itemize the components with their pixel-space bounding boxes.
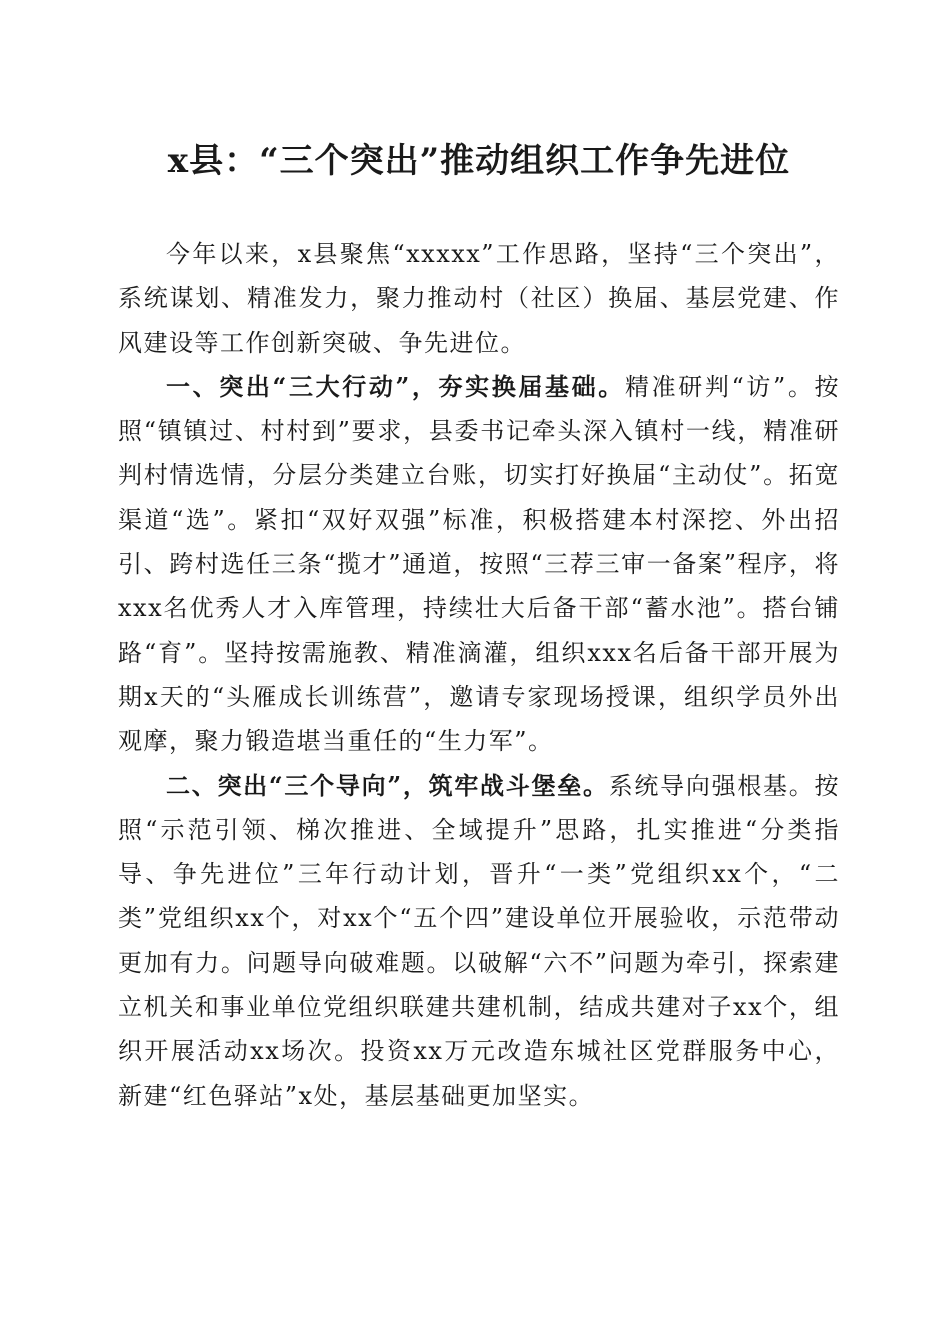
document-title: x县：“三个突出”推动组织工作争先进位 [167,141,791,181]
section-one-heading: 一、突出“三大行动”，夯实换届基础。 [166,371,625,401]
document-body [118,232,840,1118]
paragraph-text: 系统导向强根基。按照“示范引领、梯次推进、全域提升”思路，扎实推进“分类指导、争先进位”三年行动计划，晋升“一类”党组织xx个，“二类”党组织xx个，对xx个“五个四”建设单位开展验收，示范带动更加有力。问题导向破难题。以破解“六不”问题为牵引，探索建立机关和事业单位党组织联建共建机制，结成共建对子xx个，组织开展活动xx场次。投资xx万元改造东城社区党群服务中心，新建“红色驿站”x处，基层基础更加坚实。 [118,771,840,1110]
section-two-heading: 二、突出“三个导向”，筑牢战斗堡垒。 [166,770,609,800]
intro-paragraph [118,232,840,365]
section-two-paragraph [118,764,840,1118]
section-one-paragraph [118,365,840,764]
paragraph-text: 今年以来，x县聚焦“xxxxx”工作思路，坚持“三个突出”，系统谋划、精准发力，聚力推动村（社区）换届、基层党建、作风建设等工作创新突破、争先进位。 [118,240,840,357]
paragraph-text: 精准研判“访”。按照“镇镇过、村村到”要求，县委书记牵头深入镇村一线，精准研判村情选情，分层分类建立台账，切实打好换届“主动仗”。拓宽渠道“选”。紧扣“双好双强”标准，积极搭建本村深挖、外出招引、跨村选任三条“揽才”通道，按照“三荐三审一备案”程序，将xxx名优秀人才入库管理，持续壮大后备干部“蓄水池”。搭台铺路“育”。坚持按需施教、精准滴灌，组织xxx名后备干部开展为期x天的“头雁成长训练营”，邀请专家现场授课，组织学员外出观摩，聚力锻造堪当重任的“生力军”。 [118,372,841,756]
